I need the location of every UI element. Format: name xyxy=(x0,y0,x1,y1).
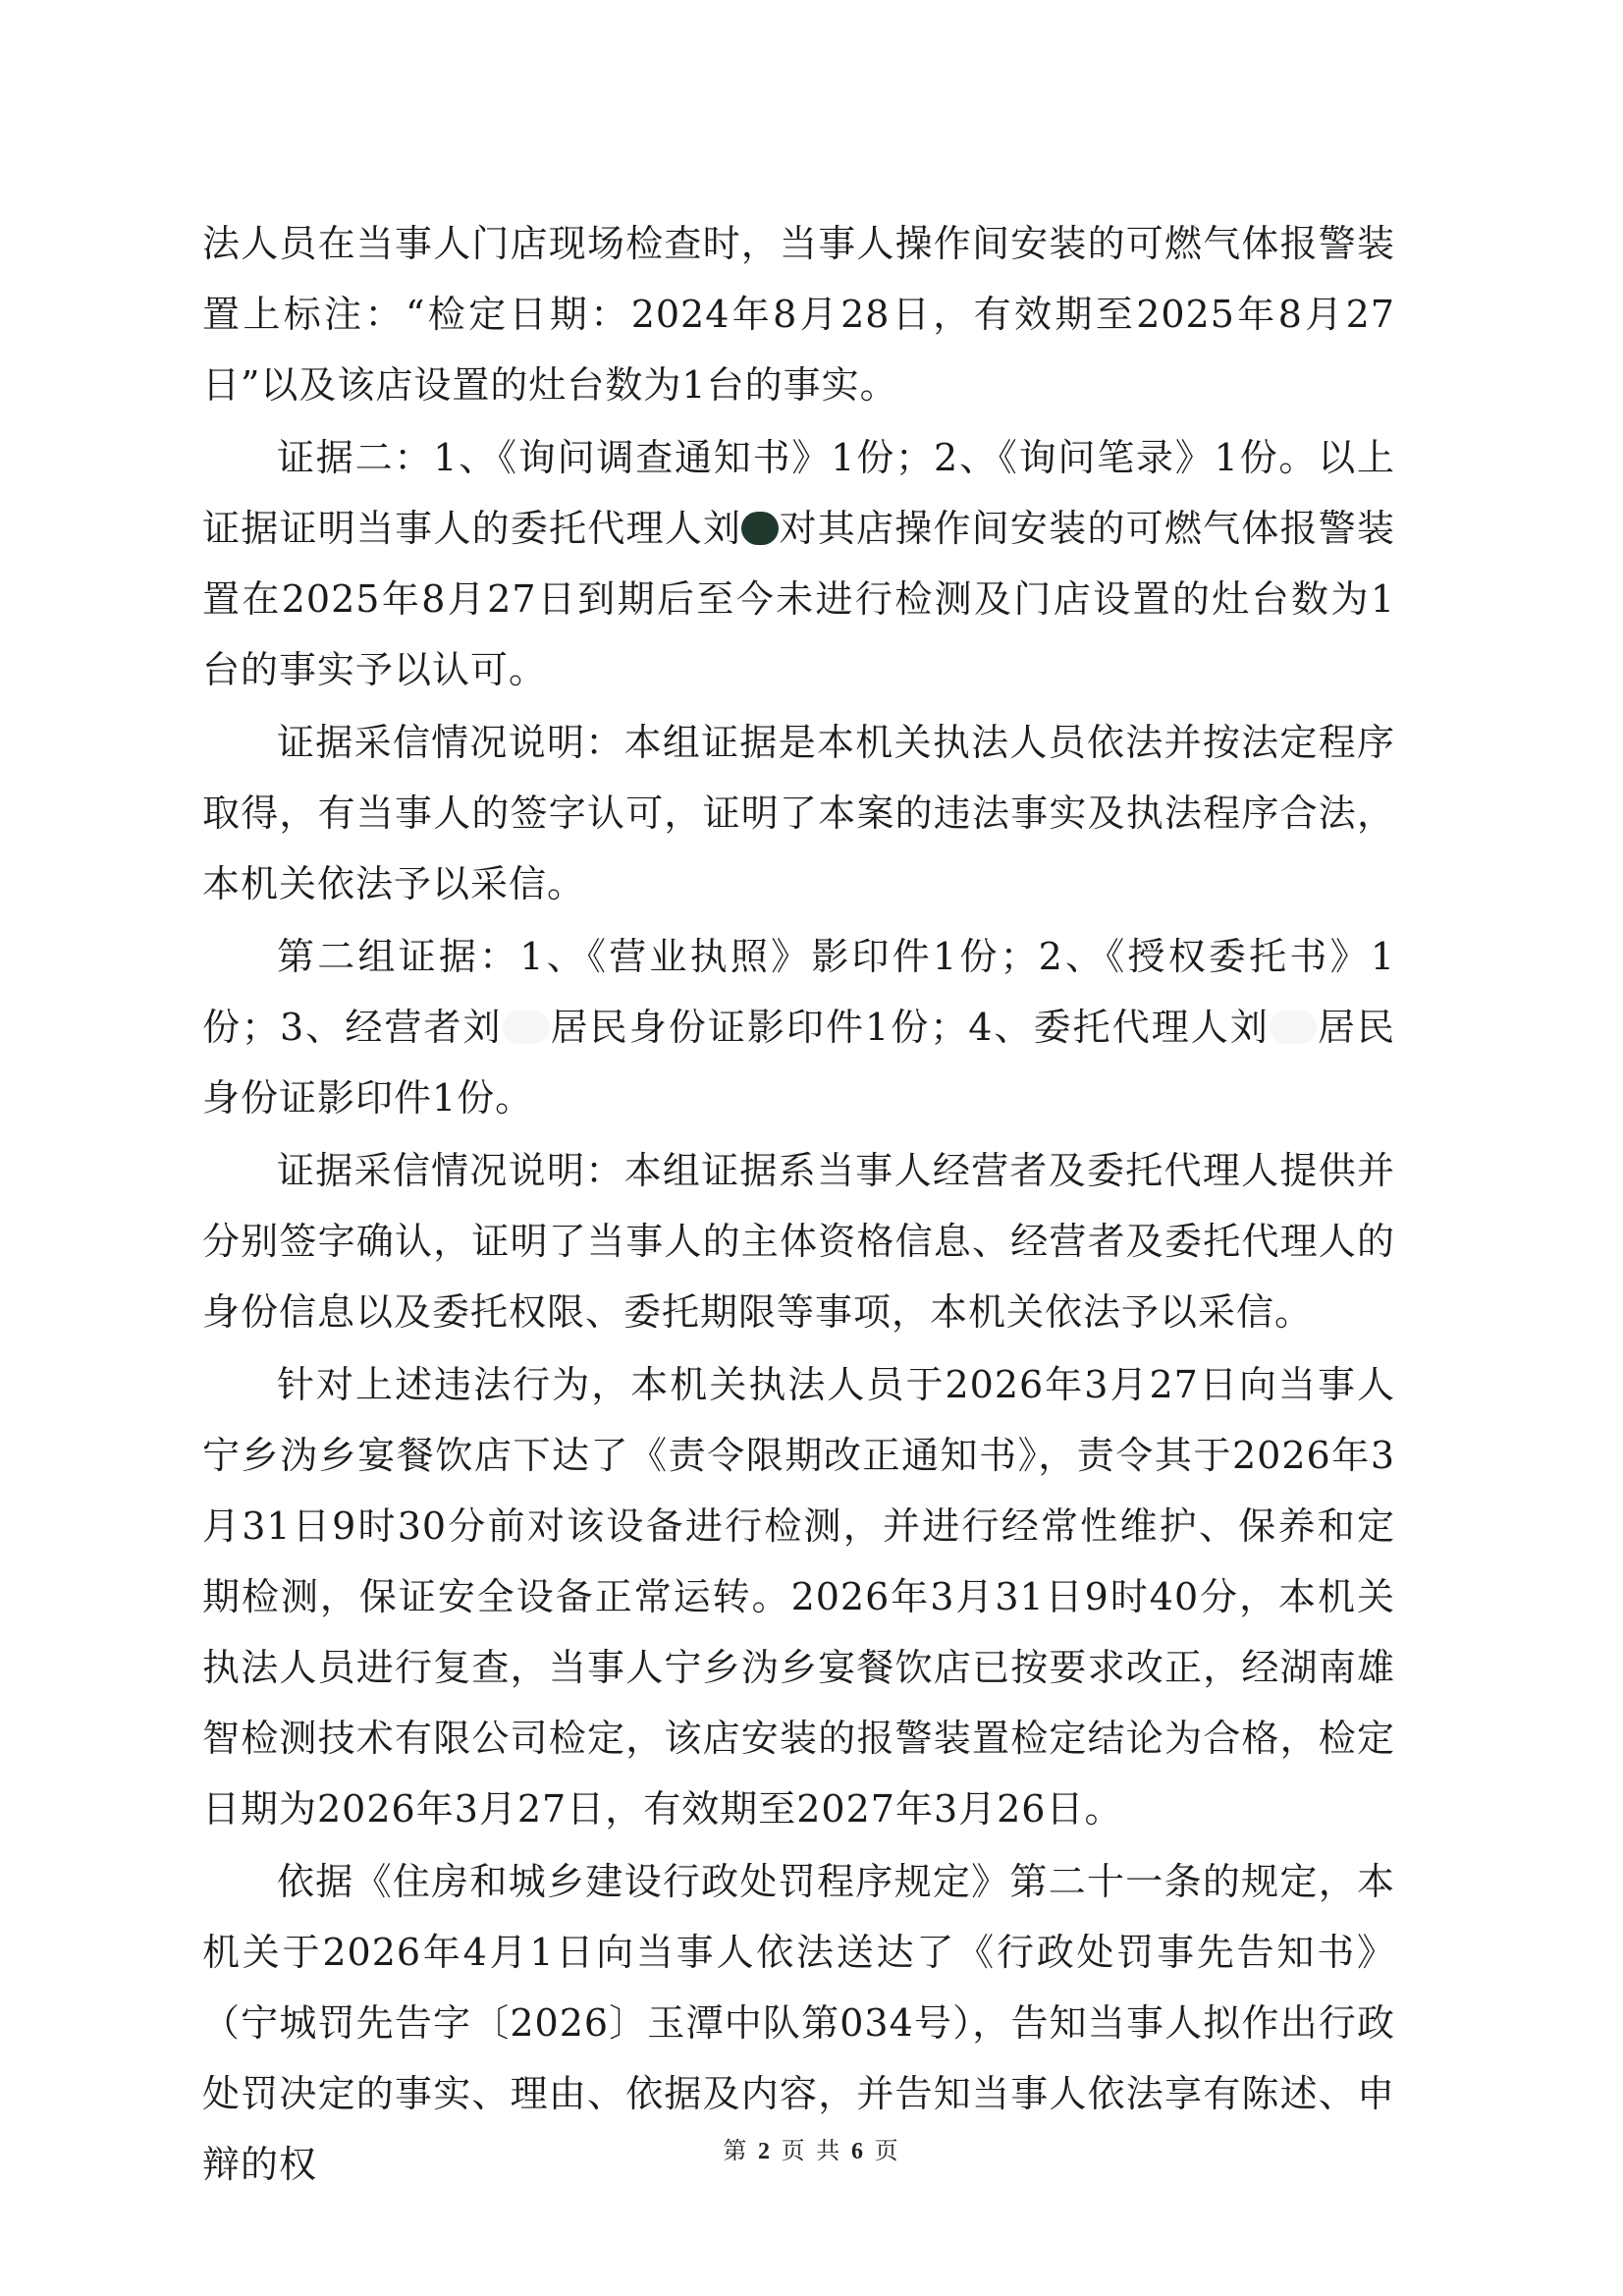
paragraph-evidence-group-2-text-a: 第二组证据：1、《营业执照》影印件1份；2、《授权委托书》1份；3、经营者刘 xyxy=(202,935,1395,1049)
redaction-mark xyxy=(1270,1011,1317,1044)
paragraph-1 xyxy=(202,208,1395,420)
footer-current-page: 2 xyxy=(758,2139,773,2164)
footer-total-pages: 6 xyxy=(850,2139,865,2164)
paragraph-1-text: 法人员在当事人门店现场检查时，当事人操作间安装的可燃气体报警装置上标注：“检定日期：2024年8月28日，有效期至2025年8月27日”以及该店设置的灶台数为1台的事实。 xyxy=(202,222,1395,407)
redaction-mark xyxy=(741,512,779,545)
footer-middle: 页 共 xyxy=(781,2137,842,2164)
page-footer xyxy=(0,2131,1623,2165)
paragraph-evidence-group-2-text-c: 居民身份证影印件1份。 xyxy=(202,1006,1395,1120)
paragraph-evidence-group-2 xyxy=(202,921,1395,1133)
paragraph-evidence-note-2-text: 证据采信情况说明：本组证据系当事人经营者及委托代理人提供并分别签字确认，证明了当事人的主体资格信息、经营者及委托代理人的身份信息以及委托权限、委托期限等事项，本机关依法予以采信。 xyxy=(202,1149,1395,1334)
paragraph-notice-text: 依据《住房和城乡建设行政处罚程序规定》第二十一条的规定，本机关于2026年4月1日向当事人依法送达了《行政处罚事先告知书》（宁城罚先告字〔2026〕玉潭中队第034号），告知当事人拟作出行政处罚决定的事实、理由、依据及内容，并告知当事人依法享有陈述、申辩的权 xyxy=(202,1860,1395,2186)
paragraph-evidence-group-2-text-b: 居民身份证影印件1份；4、委托代理人刘 xyxy=(549,1006,1270,1049)
paragraph-evidence-2-text-a: 证据二：1、《询问调查通知书》1份；2、《询问笔录》1份。以上证据证明当事人的委托代理人刘 xyxy=(202,436,1395,550)
paragraph-evidence-2-text-b: 对其店操作间安装的可燃气体报警装置在2025年8月27日到期后至今未进行检测及门店设置的灶台数为1台的事实予以认可。 xyxy=(202,507,1395,691)
paragraph-evidence-note-1 xyxy=(202,707,1395,919)
paragraph-evidence-2 xyxy=(202,422,1395,705)
paragraph-evidence-note-2 xyxy=(202,1135,1395,1347)
paragraph-correction xyxy=(202,1349,1395,1844)
redaction-mark xyxy=(503,1011,550,1044)
footer-suffix: 页 xyxy=(874,2137,900,2164)
paragraph-correction-text: 针对上述违法行为，本机关执法人员于2026年3月27日向当事人宁乡沩乡宴餐饮店下达了《责令限期改正通知书》，责令其于2026年3月31日9时30分前对该设备进行检测，并进行经常性维护、保养和定期检测，保证安全设备正常运转。2026年3月31日9时40分，本机关执法人员进行复查，当事人宁乡沩乡宴餐饮店已按要求改正，经湖南雄智检测技术有限公司检定，该店安装的报警装置检定结论为合格，检定日期为2026年3月27日，有效期至2027年3月26日。 xyxy=(202,1363,1395,1831)
paragraph-evidence-note-1-text: 证据采信情况说明：本组证据是本机关执法人员依法并按法定程序取得，有当事人的签字认可，证明了本案的违法事实及执法程序合法，本机关依法予以采信。 xyxy=(202,721,1395,905)
footer-prefix: 第 xyxy=(723,2137,749,2164)
document-body xyxy=(202,208,1395,2200)
